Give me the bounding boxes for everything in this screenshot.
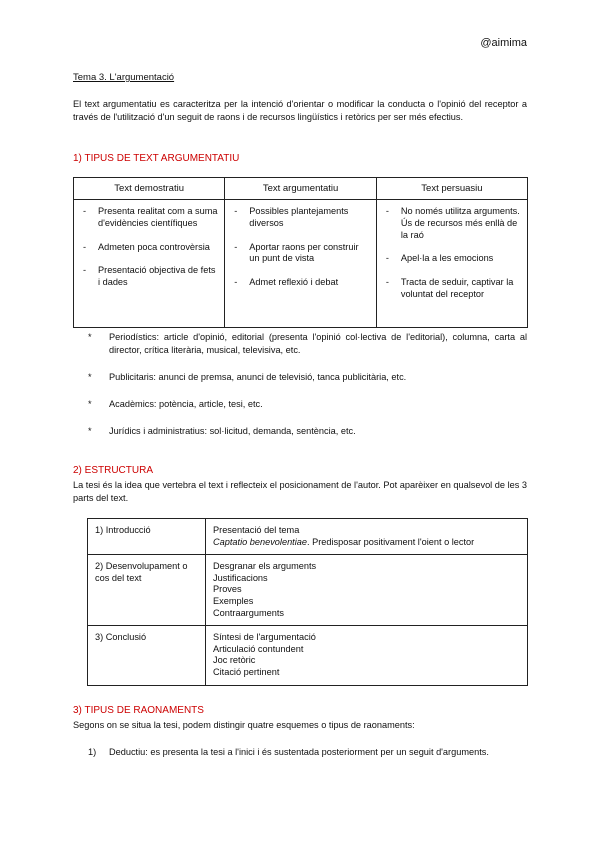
- list-item: - Presentació objectiva de fets i dades: [83, 265, 218, 289]
- table-header: Text persuasiu: [376, 178, 527, 200]
- structure-line: Contraarguments: [213, 607, 284, 618]
- table-header: Text argumentatiu: [225, 178, 377, 200]
- genre-bullet: [88, 425, 527, 438]
- bullet-text: Publicitaris: anunci de premsa, anunci de televisió, tanca publicitària, etc.: [109, 372, 407, 382]
- structure-content: [206, 626, 528, 686]
- section3-heading: 3) TIPUS DE RAONAMENTS: [73, 705, 204, 716]
- section2-text: La tesi és la idea que vertebra el text i reflecteix el posicionament de l'autor. Pot aparèixer en qualsevol de les 3 parts del text.: [73, 480, 527, 504]
- list-item: - No només utilitza arguments. Ús de recursos més enllà de la raó: [386, 206, 521, 241]
- section3-text: Segons on se situa la tesi, podem distingir quatre esquemes o tipus de raonaments:: [73, 720, 415, 730]
- section2-heading: 2) ESTRUCTURA: [73, 465, 154, 476]
- genre-bullet: [88, 371, 527, 384]
- structure-table: [87, 518, 528, 686]
- structure-line: Presentació del tema: [213, 525, 300, 535]
- structure-part: 3) Conclusió: [88, 626, 206, 686]
- structure-part: 2) Desenvolupament o cos del text: [88, 555, 206, 626]
- bullet-symbol: *: [88, 426, 92, 436]
- page-title: Tema 3. L'argumentació: [73, 72, 175, 83]
- reasoning-item: [88, 746, 527, 759]
- list-item: - Possibles plantejaments diversos: [234, 206, 370, 230]
- list-item: - Tracta de seduir, captivar la voluntat del receptor: [386, 277, 521, 301]
- genre-bullet: [88, 398, 527, 411]
- list-item: - Admet reflexió i debat: [234, 277, 370, 289]
- bullet-text: Periodístics: article d'opinió, editorial (presenta l'opinió col·lectiva de l'editorial), columna, carta al director, crítica literària, musical, televisiva, etc.: [109, 332, 527, 355]
- structure-line: Articulació contundent: [213, 643, 304, 654]
- list-item: - Presenta realitat com a suma d'evidències científiques: [83, 206, 218, 230]
- bullet-text: Jurídics i administratius: sol·licitud, demanda, sentència, etc.: [109, 426, 356, 436]
- bullet-symbol: *: [88, 332, 92, 342]
- table-header: Text demostratiu: [74, 178, 225, 200]
- structure-line: Joc retòric: [213, 655, 256, 666]
- section1-heading: 1) TIPUS DE TEXT ARGUMENTATIU: [73, 153, 240, 164]
- bullet-symbol: *: [88, 372, 92, 382]
- structure-line: Proves: [213, 584, 242, 595]
- genre-bullet: [88, 331, 527, 357]
- table-cell: [74, 200, 225, 328]
- structure-content: [206, 555, 528, 626]
- author-handle: @aimima: [480, 37, 527, 49]
- structure-line: Desgranar els arguments: [213, 561, 317, 572]
- list-item: - Admeten poca controvèrsia: [83, 242, 218, 254]
- structure-part: 1) Introducció: [88, 519, 206, 555]
- intro-paragraph: El text argumentatiu es caracteritza per la intenció d'orientar o modificar la conducta o l'opinió del receptor a través de l'utilització d'un seguit de raons i de recursos lingüístics i retòrics per ser més efectius.: [73, 99, 527, 123]
- table-cell: [225, 200, 377, 328]
- list-item: - Apel·la a les emocions: [386, 253, 521, 265]
- structure-line: Exemples: [213, 595, 254, 606]
- structure-line: Síntesi de l'argumentació: [213, 632, 316, 643]
- item-text: Deductiu: es presenta la tesi a l'inici i és sustentada posteriorment per un seguit d'arguments.: [109, 747, 489, 757]
- text-types-table: [73, 177, 528, 328]
- list-item: - Aportar raons per construir un punt de vista: [234, 242, 370, 266]
- structure-italic: Captatio benevolentiae: [213, 536, 307, 547]
- table-cell: [376, 200, 527, 328]
- bullet-text: Acadèmics: potència, article, tesi, etc.: [109, 399, 263, 409]
- structure-line: Justificacions: [213, 572, 268, 583]
- item-number: 1): [88, 747, 97, 757]
- structure-line: Citació pertinent: [213, 666, 280, 677]
- structure-content: [206, 519, 528, 555]
- structure-line: . Predisposar positivament l'oient o lector: [307, 536, 475, 547]
- bullet-symbol: *: [88, 399, 92, 409]
